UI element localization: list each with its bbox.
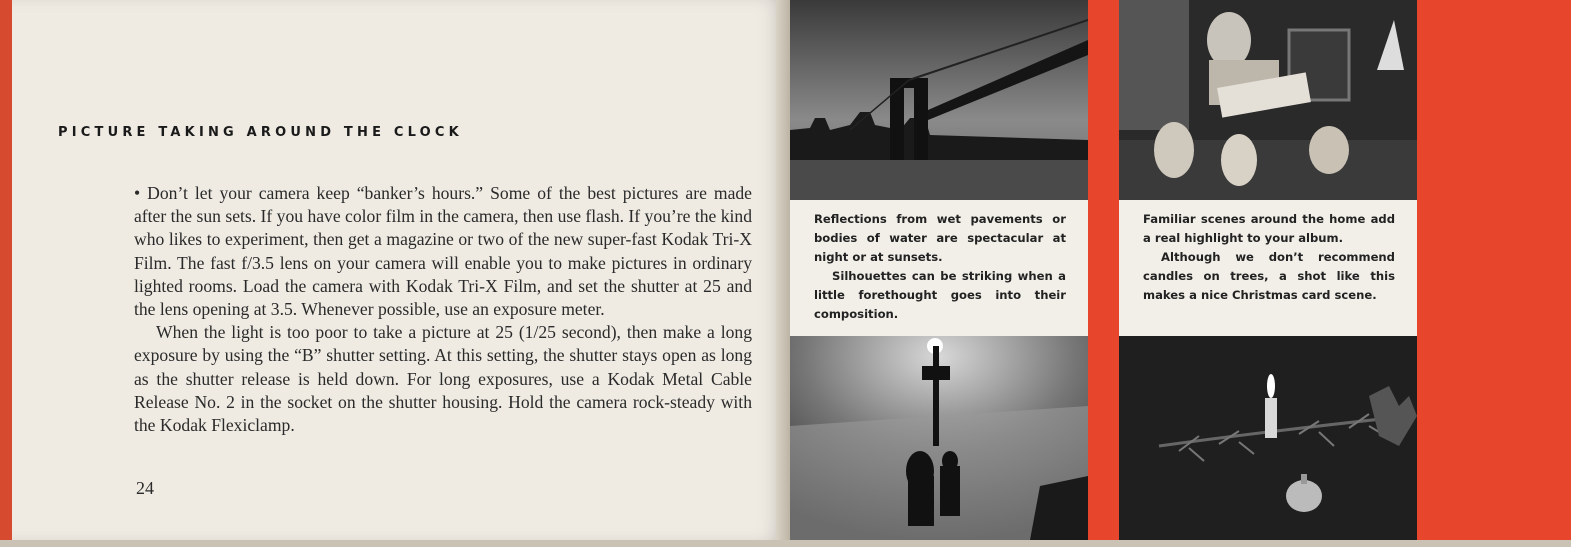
candle-photo bbox=[1119, 336, 1417, 540]
caption-right-line-1: Familiar scenes around the home add a real highlight to your album. bbox=[1143, 212, 1395, 245]
bridge-photo bbox=[790, 0, 1088, 200]
left-cover-edge bbox=[0, 0, 12, 547]
christmas-candle-illustration bbox=[1119, 336, 1417, 540]
caption-left-line-1: Reflections from wet pavements or bodies of water are spectacular at night or at sunsets. bbox=[814, 212, 1066, 264]
left-page bbox=[12, 0, 788, 540]
dolls-photo bbox=[1119, 0, 1417, 200]
paragraph-2: When the light is too poor to take a picture at 25 (1/25 second), then make a long exposure by using the “B” shutter setting. At this setting, the shutter stays open as long as the shutter release is held down. For long exposures, use a Kodak Metal Cable Release No. 2 in the socket on the shutter housing. Hold the camera rock-steady with the Kodak Flexiclamp. bbox=[134, 322, 752, 436]
page-heading: PICTURE TAKING AROUND THE CLOCK bbox=[58, 125, 463, 140]
night-street-illustration bbox=[790, 336, 1088, 540]
body-text bbox=[134, 182, 752, 437]
caption-left bbox=[790, 200, 1088, 336]
bridge-illustration bbox=[790, 0, 1088, 200]
caption-left-line-2: Silhouettes can be striking when a little forethought goes into their composition. bbox=[814, 269, 1066, 321]
streetlamp-photo bbox=[790, 336, 1088, 540]
home-scene-illustration bbox=[1119, 0, 1417, 200]
caption-right-line-2: Although we don’t recommend candles on trees, a shot like this makes a nice Christmas card scene. bbox=[1143, 250, 1395, 302]
bottom-edge bbox=[0, 540, 1571, 547]
caption-right bbox=[1119, 200, 1417, 336]
paragraph-1: • Don’t let your camera keep “banker’s hours.” Some of the best pictures are made after the sun sets. If you have color film in the camera, then use flash. If you’re the kind who likes to experiment, then get a magazine or two of the new super-fast Kodak Tri-X Film. The fast f/3.5 lens on your camera will enable you to make pictures in ordinary lighted rooms. Load the camera with Kodak Tri-X Film, and set the shutter at 25 and the lens opening at 3.5. Whenever possible, use an exposure meter. bbox=[134, 183, 753, 320]
page-number: 24 bbox=[136, 478, 154, 498]
